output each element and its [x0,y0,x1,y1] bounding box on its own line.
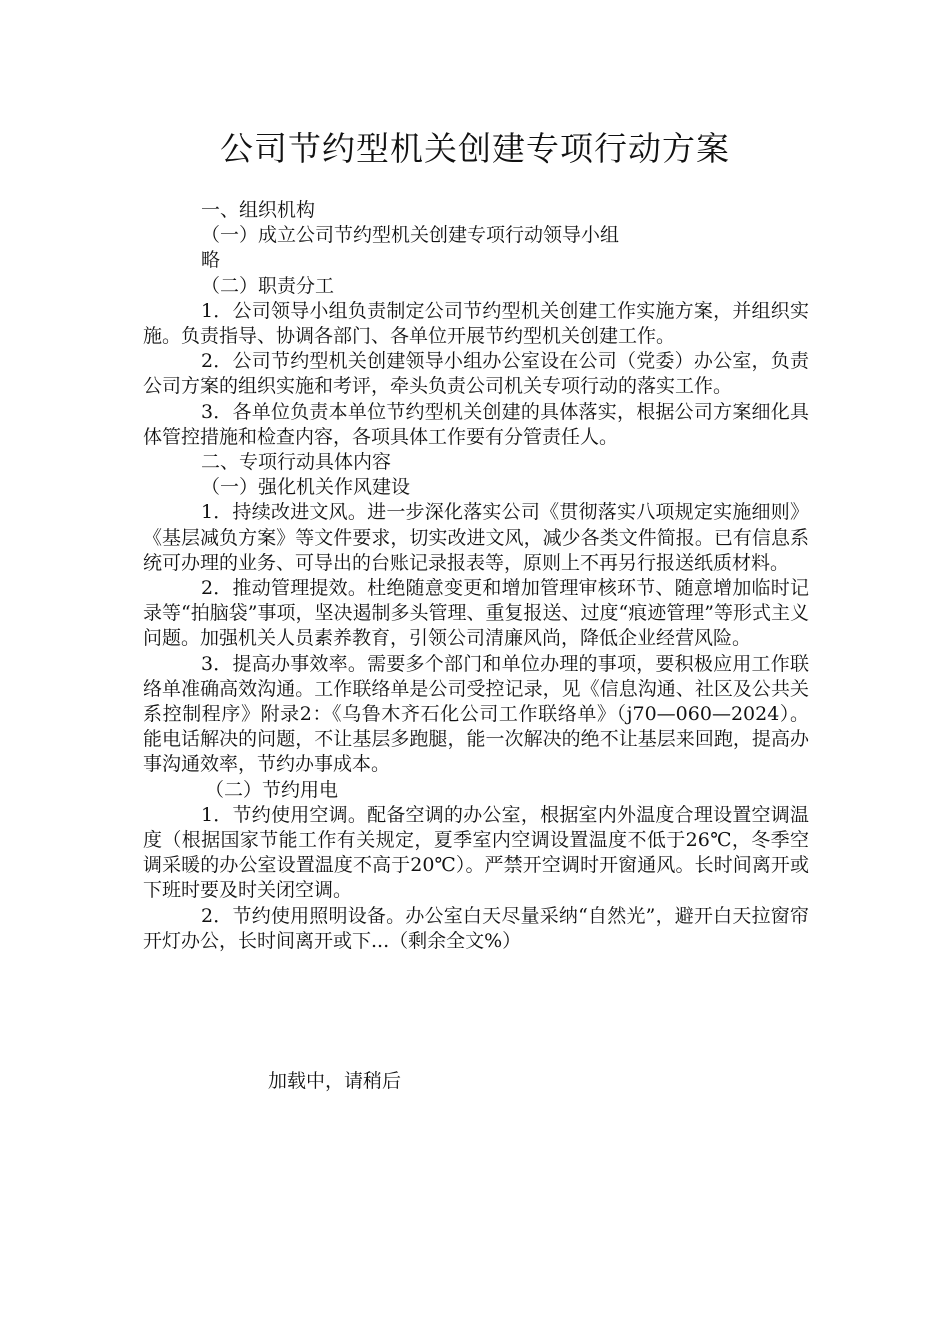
paragraph: （一）成立公司节约型机关创建专项行动领导小组 [201,224,620,247]
paragraph: 1．公司领导小组负责制定公司节约型机关创建工作实施方案，并组织实施。负责指导、协调各部门、各单位开展节约型机关创建工作。 [143,299,809,348]
loading-text: 加载中，请稍后 [268,1070,402,1092]
paragraph: 3．提高办事效率。需要多个部门和单位办理的事项，要积极应用工作联络单准确高效沟通。工作联络单是公司受控记录，见《信息沟通、社区及公共关系控制程序》附录2：《乌鲁木齐石化公司工作联络单》（j70—060—2024）。能电话解决的问题，不让基层多跑腿，能一次解决的绝不让基层来回跑，提高办事沟通效率，节约办事成本。 [143,652,809,776]
paragraph: 1．持续改进文风。进一步深化落实公司《贯彻落实八项规定实施细则》《基层减负方案》等文件要求，切实改进文风，减少各类文件简报。已有信息系统可办理的业务、可导出的台账记录报表等，原则上不再另行报送纸质材料。 [143,501,809,574]
paragraph: 2．推动管理提效。杜绝随意变更和增加管理审核环节、随意增加临时记录等“拍脑袋”事项，坚决遏制多头管理、重复报送、过度“痕迹管理”等形式主义问题。加强机关人员素养教育，引领公司清廉风尚，降低企业经营风险。 [143,577,809,650]
document-title: 公司节约型机关创建专项行动方案 [220,129,730,168]
document-body [143,198,809,954]
paragraph: 一、组织机构 [201,199,316,221]
paragraph: （二）节约用电 [205,778,339,801]
paragraph: （二）职责分工 [201,274,335,297]
paragraph: 略 [201,249,221,272]
paragraph: （一）强化机关作风建设 [201,476,411,499]
paragraph: 1．节约使用空调。配备空调的办公室，根据室内外温度合理设置空调温度（根据国家节能工作有关规定，夏季室内空调设置温度不低于26℃，冬季空调采暖的办公室设置温度不高于20℃）。严禁开空调时开窗通风。长时间离开或下班时要及时关闭空调。 [143,803,809,902]
paragraph: 二、专项行动具体内容 [201,451,392,474]
paragraph: 3．各单位负责本单位节约型机关创建的具体落实，根据公司方案细化具体管控措施和检查内容，各项具体工作要有分管责任人。 [143,400,809,448]
paragraph: 2．节约使用照明设备。办公室白天尽量采纳“自然光”，避开白天拉窗帘开灯办公，长时间离开或下...（剩余全文%） [143,904,809,952]
paragraph: 2．公司节约型机关创建领导小组办公室设在公司（党委）办公室，负责公司方案的组织实施和考评，牵头负责公司机关专项行动的落实工作。 [143,350,809,398]
